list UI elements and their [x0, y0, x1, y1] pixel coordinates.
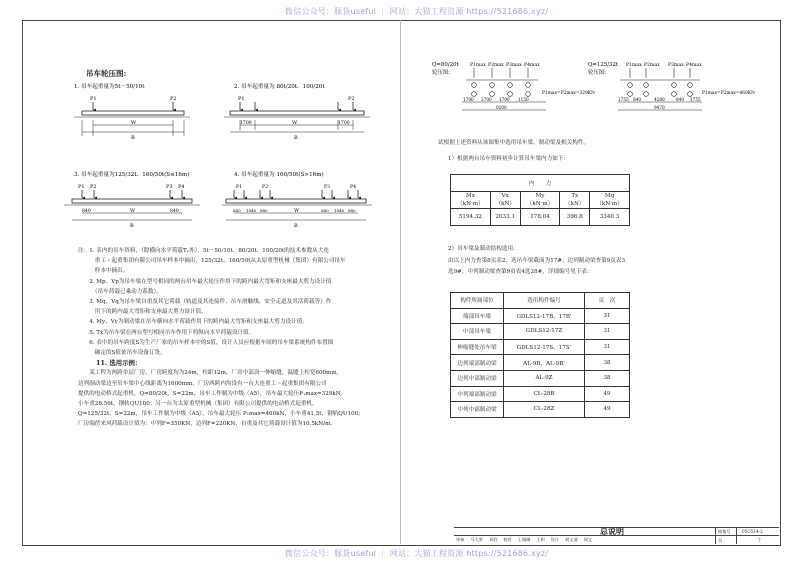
diagram-4-d4: 840	[321, 208, 329, 213]
diagram-b-dim: 1755	[618, 97, 629, 102]
table2-cell: 中列中部制动梁	[451, 402, 504, 418]
diagram-3	[64, 170, 200, 229]
diagram-a-label: 轮压图:	[432, 70, 450, 76]
note-line: 3. Mq、Vq为吊车梁自重及其它荷载（轨道及其连接件、吊车滑触线、安全走道及其活荷载等）作	[78, 299, 332, 306]
example-line: 某工程为两跨单层厂房，厂房跨度均为24m，柱距12m，厂房中部设一伸缩缝，温缝上柱宽600mm,	[78, 370, 339, 377]
diagram-4-p4: P4	[350, 185, 357, 190]
diagram-4-d3: 840	[260, 208, 268, 213]
diagram-4-p2: P2	[262, 185, 269, 190]
table1-header: Tx （kN）	[560, 192, 590, 209]
tb-reviewer-sign: 邓伯	[488, 537, 498, 542]
tb-designer: 胡文清	[565, 537, 578, 542]
diagram-4-w: W	[294, 208, 300, 214]
diagram-a-load: P3max	[506, 63, 522, 68]
example-line: 厂房端傍来风荷载设计值为：中列F=350KN，边列F=220KN，自重及其它荷载设计值为10.5kN/m。	[78, 421, 336, 428]
table2-cell: 边列端部制动梁	[451, 355, 504, 371]
table1-header: Mx （kN·m）	[451, 192, 491, 209]
diagram-b-load: P2max	[644, 63, 660, 68]
diagram-a-dim: 1700	[499, 97, 510, 102]
wheel-load-title: 吊车轮压图:	[86, 69, 127, 78]
diagram-4-d1: 840	[233, 208, 241, 213]
diagram-1-b: B	[131, 135, 135, 141]
notes-block	[78, 246, 360, 430]
diagram-4	[222, 170, 372, 229]
example-title: 11. 选用示例：	[96, 359, 142, 368]
diagram-3-p4: P4	[178, 184, 185, 190]
page-label: 页	[718, 538, 723, 543]
note-line: 2. Mp、Vp为吊车梁在型号相同的两台吊车最大轮压作用下的跨内最大弯矩和支座最大剪力设计值	[78, 278, 332, 285]
table2-header: 页 次	[585, 293, 630, 309]
diagram-b-load: P1max	[626, 63, 642, 68]
table1-header: Vx （kN）	[490, 192, 520, 209]
question-2: 2）吊车梁及制动结构选用：	[448, 246, 519, 252]
diagram-b-dim: 840	[676, 97, 684, 102]
tb-reviewer: 马大荣	[470, 537, 483, 542]
table2-cell: CL-28Z	[504, 402, 585, 418]
diagram-3-d1: 840	[82, 209, 91, 214]
table2-header: 选用构件编号	[504, 293, 585, 309]
table2-cell: 中部吊车梁	[451, 324, 504, 340]
sheet-title: 总说明	[600, 527, 624, 536]
diagram-a-dim: 1150	[518, 97, 529, 102]
note-line: 用下的跨内最大弯矩和支座最大剪力设计值。	[78, 309, 207, 316]
note-line: （吊车荷载已乘动力系数）。	[78, 288, 162, 295]
tb-check-label: 校对	[503, 537, 512, 542]
diagram-3-p1: P1	[78, 184, 85, 190]
note-line: 样本中摘出。	[78, 268, 129, 275]
atlas-number: 05G514-2	[742, 529, 763, 534]
example-wheel-load-diagrams	[428, 58, 768, 122]
diagram-b	[588, 62, 755, 110]
table2-cell: 伸缩缝处吊车梁	[451, 339, 504, 355]
diagram-a-dim: 1700	[463, 97, 474, 102]
diagram-3-p2: P2	[90, 184, 97, 190]
diagram-a-load: P1max	[470, 63, 486, 68]
table2-cell: 中列端部制动梁	[451, 386, 504, 402]
tb-designer-sign: 胡文	[583, 537, 593, 542]
table2-cell: 边列中部制动梁	[451, 370, 504, 386]
table2-header: 构件所属部位	[451, 293, 504, 309]
diagram-2-p1: P1	[238, 96, 245, 102]
diagram-1-caption: 1. 吊车起重量为5t－50/10t	[74, 84, 145, 90]
diagram-b-label: 轮压图:	[588, 70, 606, 76]
diagram-4-p1: P1	[236, 185, 243, 190]
diagram-4-p3: P3	[324, 185, 331, 190]
title-block-signatures	[456, 537, 592, 543]
diagram-4-d2: 1840	[246, 208, 257, 213]
example-line: 小车重28.56t，钢轨QU100；另一台为太原重型机械（集团）有限公司提供的电动桥式起重机，	[78, 401, 318, 408]
diagram-4-d6: 840	[348, 208, 356, 213]
diagram-4-caption: 4. 吊车起重量为 160/50t(S>16m)	[234, 172, 324, 178]
example-line: Q=125/32t，S=22m，吊车工作制为中级（A5），吊车最大轮压 P₁max=460kN，小车重41.5t，钢轨QU100;	[78, 411, 361, 418]
diagram-b-load: P4max	[686, 63, 702, 68]
note-line: 5. Tx为吊车梁在两台型号相同吊车作用下的纵向水平荷载设计值。	[78, 329, 255, 336]
diagram-a-dim: 2700	[481, 97, 492, 102]
table2-cell: 31	[585, 308, 630, 324]
diagram-a-q: Q=80/20t	[432, 62, 459, 68]
diagram-2-p2: P2	[348, 96, 355, 102]
diagram-3-p3: P3	[166, 184, 173, 190]
table1-cell: 5194.32	[451, 209, 491, 226]
note-line: 注：1. 表内的吊车资料，（除横向水平荷载T₁外），5t－50/10t、80/20t、100/20t的技术参数从大连	[78, 248, 329, 254]
example-line: 提供的电动桥式起重机，Q=80/20t，S=22m，吊车工作制为中级（A5），吊车最大轮压P₁max=329kN,	[78, 390, 343, 397]
diagram-3-b: B	[130, 223, 134, 229]
title-block-divider	[715, 527, 716, 544]
component-selection-table	[450, 292, 630, 418]
note-line: 6. 表中的吊车跨度S为生产厂家的吊车样本中的S值，设计人员应根据车间的吊车梁系统构件布置图	[78, 339, 334, 346]
example-line: 边列制动梁边至吊车梁中心线距离为1600mm。厂房两跨内均设有一台大连重工・起重集团有限公司	[78, 380, 327, 387]
diagram-b-load: P3max	[668, 63, 684, 68]
diagram-a-pmax: P1max=P2max=329KN	[542, 91, 595, 96]
example-intro: 试根据上述资料从该图集中选用吊车梁、制动梁及相关构件。	[438, 140, 590, 146]
diagram-1-p1: P1	[90, 96, 97, 102]
table1-header: Mq （kN·m）	[590, 192, 630, 209]
question-2-line: 选9#，中列制动梁查第9页表4选28#，详细编号见下表：	[448, 269, 593, 275]
diagram-a-total: 9200	[496, 105, 507, 110]
table2-cell: AL-9B、AL-9B'	[504, 355, 585, 371]
diagram-2-b: B	[294, 135, 298, 141]
diagram-a-load: P4max	[524, 63, 540, 68]
table1-cell: 2033.1	[490, 209, 520, 226]
table2-cell: 31	[585, 339, 630, 355]
note-line: 确定的S值依吊车设备订货。	[78, 350, 166, 357]
diagram-4-b: B	[294, 223, 298, 229]
tb-review-label: 审核	[456, 537, 465, 542]
diagram-3-w: W	[130, 208, 136, 214]
tb-checker-sign: 王和	[536, 537, 545, 542]
diagram-b-total: 9470	[654, 105, 665, 110]
diagram-b-q: Q=125/32t	[588, 62, 619, 68]
diagram-b-dim: 840	[633, 97, 641, 102]
table2-cell: GDLS12-17Z	[504, 324, 585, 340]
diagram-b-dim: 1755	[690, 97, 701, 102]
note-line: 4. My、Vy为制动梁在吊车横向水平荷载作用下的跨内最大弯矩和支座最大剪力设计值。	[78, 319, 308, 326]
diagram-b-dim: 4280	[654, 97, 665, 102]
watermark-top: 微信公众号：豚货useful ｜ 网站：大猫工程资源 https://521686.xyz/	[285, 7, 549, 16]
table1-header: My （kN·m）	[520, 192, 560, 209]
table1-cell: 396.8	[560, 209, 590, 226]
table2-cell: CL-28B	[504, 386, 585, 402]
diagram-2-d2: 1700	[338, 121, 350, 126]
table2-cell: 49	[585, 386, 630, 402]
internal-force-group-header: 内 力	[451, 175, 630, 192]
table2-cell: AL-9Z	[504, 370, 585, 386]
question-2-line: 由以上内力查第8页表2，选吊车梁截面为17#；边列制动梁查第9页表3	[448, 258, 626, 264]
center-divider	[400, 20, 401, 544]
table2-cell: 端部吊车梁	[451, 308, 504, 324]
internal-force-table	[450, 174, 630, 226]
diagram-b-pmax: P1max=P2max=460KN	[702, 91, 755, 96]
table2-cell: GDLS12-17B、17B'	[504, 308, 585, 324]
wheel-load-diagrams	[60, 80, 390, 240]
diagram-4-d5: 1840	[334, 208, 345, 213]
tb-design-label: 设计	[550, 537, 560, 542]
diagram-a	[432, 62, 595, 110]
diagram-3-d2: 840	[170, 209, 179, 214]
diagram-3-caption: 3. 吊车起重量为125/32t、160/50t(S≤16m)	[74, 172, 190, 178]
table2-cell: 38	[585, 355, 630, 371]
table1-cell: 3340.3	[590, 209, 630, 226]
note-line: 重工・起重集团有限公司吊车样本中摘出，125/32t、160/50t从太原重型机械（集团）有限公司吊车	[78, 258, 346, 265]
diagram-1-w: W	[131, 120, 137, 126]
diagram-1	[74, 82, 190, 141]
atlas-label: 图集号	[718, 529, 731, 534]
diagram-2	[224, 82, 370, 141]
table2-cell: GDLS12-17S、17S'	[504, 339, 585, 355]
question-1: 1）根据两台吊车资料初步计算吊车梁内力如下：	[448, 156, 570, 162]
title-block-divider	[736, 527, 737, 544]
diagram-2-d1: 1700	[240, 121, 252, 126]
table1-cell: 178.04	[520, 209, 560, 226]
diagram-2-w: W	[292, 120, 298, 126]
diagram-a-load: P2max	[488, 63, 504, 68]
tb-checker: 王瑞琳	[517, 537, 531, 542]
table2-cell: 38	[585, 370, 630, 386]
diagram-1-p2: P2	[170, 96, 177, 102]
table2-cell: 49	[585, 402, 630, 418]
diagram-2-caption: 2. 吊车起重量为 80t/20t、100/20t	[234, 84, 325, 90]
table2-cell: 31	[585, 324, 630, 340]
page-number: 7	[758, 538, 761, 543]
watermark-bottom: 微信公众号：豚货useful ｜ 网站：大猫工程资源 https://521686.xyz/	[285, 549, 549, 558]
